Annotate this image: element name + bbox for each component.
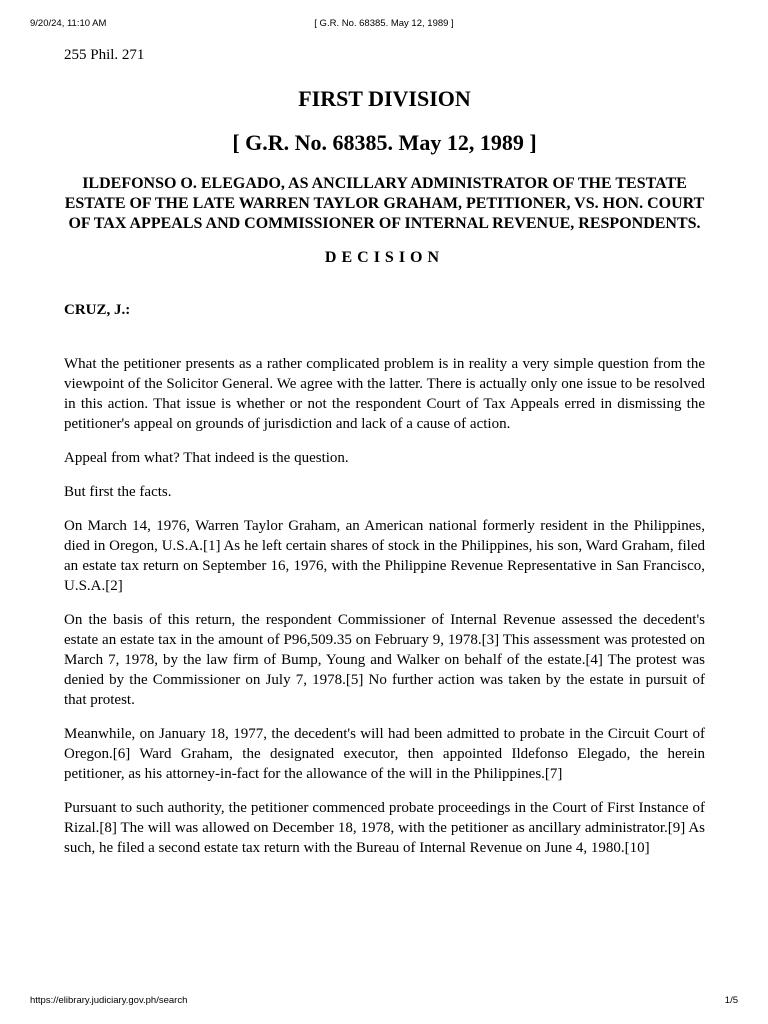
print-page-title: [ G.R. No. 68385. May 12, 1989 ]	[314, 18, 454, 29]
print-url: https://elibrary.judiciary.gov.ph/search	[30, 995, 188, 1006]
document-body	[64, 44, 705, 872]
paragraph: Appeal from what? That indeed is the question.	[64, 450, 349, 466]
print-timestamp: 9/20/24, 11:10 AM	[30, 18, 107, 29]
citation: 255 Phil. 271	[64, 47, 145, 63]
case-parties: ILDEFONSO O. ELEGADO, AS ANCILLARY ADMINISTRATOR OF THE TESTATE ESTATE OF THE LATE WARREN TAYLOR GRAHAM, PETITIONER, VS. HON. COURT OF TAX APPEALS AND COMMISSIONER OF INTERNAL REVENUE, RESPONDENTS.	[64, 175, 705, 232]
page-number: 1/5	[724, 995, 738, 1006]
decision-text	[64, 354, 705, 858]
ponente: CRUZ, J.:	[64, 302, 131, 318]
decision-heading: DECISION	[324, 249, 445, 266]
paragraph: Pursuant to such authority, the petitioner commenced probate proceedings in the Court of First Instance of Rizal.[8] The will was allowed on December 18, 1978, with the petitioner as ancillary administrator.[9] As such, he filed a second estate tax return with the Bureau of Internal Revenue on June 4, 1980.[10]	[64, 800, 705, 856]
paragraph: But first the facts.	[64, 484, 172, 500]
paragraph: On March 14, 1976, Warren Taylor Graham, an American national formerly resident in the Philippines, died in Oregon, U.S.A.[1] As he left certain shares of stock in the Philippines, his son, Ward Graham, filed an estate tax return on September 16, 1976, with the Philippine Revenue Representative in San Francisco, U.S.A.[2]	[64, 518, 705, 594]
case-number-heading: [ G.R. No. 68385. May 12, 1989 ]	[232, 130, 537, 155]
paragraph: What the petitioner presents as a rather complicated problem is in reality a very simple question from the viewpoint of the Solicitor General. We agree with the latter. There is actually only one issue to be resolved in this action. That issue is whether or not the respondent Court of Tax Appeals erred in dismissing the petitioner's appeal on grounds of jurisdiction and lack of a cause of action.	[64, 356, 705, 432]
paragraph: Meanwhile, on January 18, 1977, the decedent's will had been admitted to probate in the Circuit Court of Oregon.[6] Ward Graham, the designated executor, then appointed Ildefonso Elegado, the herein petitioner, as his attorney-in-fact for the allowance of the will in the Philippines.[7]	[64, 726, 705, 782]
division-heading: FIRST DIVISION	[298, 86, 471, 111]
paragraph: On the basis of this return, the respondent Commissioner of Internal Revenue assessed the decedent's estate an estate tax in the amount of P96,509.35 on February 9, 1978.[3] This assessment was protested on March 7, 1978, by the law firm of Bump, Young and Walker on behalf of the estate.[4] The protest was denied by the Commissioner on July 7, 1978.[5] No further action was taken by the estate in pursuit of that protest.	[64, 612, 705, 708]
